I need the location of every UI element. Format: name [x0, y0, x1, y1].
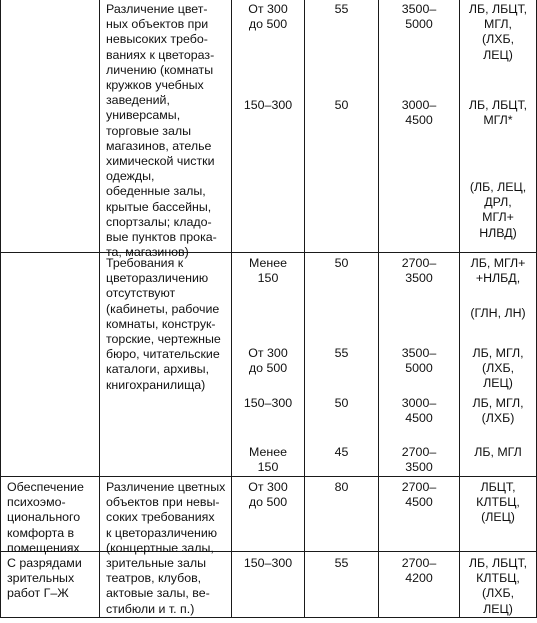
work-description: Требования к цветоразличению отсутствуют (кабинеты, рабочие комнаты, конструк- торские, чертежные бюро, читательские каталоги, архивы, книгохранилища) [106, 256, 221, 392]
column-divider [0, 0, 1, 618]
row-divider [0, 476, 537, 477]
column-divider [99, 0, 100, 618]
column-divider [304, 0, 305, 618]
color-temperature-cell: 3000– 4500 [401, 98, 437, 128]
row-divider [0, 617, 537, 618]
illuminance-cell: От 300 до 500 [248, 346, 288, 376]
lamp-types-cell: ЛБ, МГЛ, (ЛХБ, ЛЕЦ) [472, 346, 524, 391]
lamp-types-cell: ЛБ, ЛБЦТ, МГЛ* [468, 98, 528, 128]
color-rendering-index-cell: 55 [334, 2, 349, 16]
column-divider [231, 0, 232, 618]
column-divider [378, 0, 379, 618]
lamp-types-cell: ЛБЦТ, КЛТБЦ, (ЛЕЦ) [476, 480, 520, 525]
color-rendering-index-cell: 55 [334, 346, 349, 360]
work-description: Различение цвет- ных объектов при невысоких требо- ваниях к цветораз- личению (комнаты кружков учебных заведений, универсамы, торговые залы магазинов, ателье химической чистки одежды, обеденные залы, крытые бассейны, спортзалы; кладо- вые пунктов прока- та, магазинов) [106, 2, 217, 260]
color-temperature-cell: 2700– 3500 [401, 256, 437, 286]
illuminance-cell: От 300 до 500 [248, 480, 288, 510]
row-divider [0, 252, 537, 253]
lamp-types-cell: (ГЛН, ЛН) [470, 306, 526, 320]
illuminance-cell: 150–300 [243, 396, 293, 410]
illuminance-cell: 150–300 [243, 556, 293, 570]
color-rendering-index-cell: 50 [334, 256, 349, 270]
color-rendering-index-cell: 50 [334, 98, 349, 112]
color-temperature-cell: 3000– 4500 [401, 396, 437, 426]
color-temperature-cell: 2700– 4500 [401, 480, 437, 510]
lamp-types-cell: ЛБ, ЛБЦТ, МГЛ, (ЛХБ, ЛЕЦ) [468, 2, 528, 62]
lamp-types-cell: ЛБ, МГЛ+ +НЛБД, [470, 256, 526, 286]
color-rendering-index-cell: 80 [334, 480, 349, 494]
work-description: зрительные залы театров, клубов, актовые залы, ве- стибюли и т. п.) [106, 556, 210, 616]
purpose-cell: С разрядами зрительных работ Г–Ж [7, 556, 82, 601]
purpose-cell: Обеспечение психоэмо- ционального комфорта в помещениях [7, 480, 84, 555]
illuminance-cell: Менее 150 [249, 256, 287, 286]
illuminance-cell: От 300 до 500 [248, 2, 288, 32]
color-temperature-cell: 3500– 5000 [401, 346, 437, 376]
color-temperature-cell: 2700– 4200 [401, 556, 437, 586]
illuminance-cell: 150–300 [243, 98, 293, 112]
color-rendering-index-cell: 55 [334, 556, 349, 570]
color-rendering-index-cell: 45 [334, 445, 349, 459]
lamp-types-cell: (ЛБ, ЛЕЦ, ДРЛ, МГЛ+ НЛВД) [469, 180, 527, 240]
illuminance-cell: Менее 150 [249, 445, 287, 475]
color-temperature-cell: 3500– 5000 [401, 2, 437, 32]
lamp-types-cell: ЛБ, МГЛ [474, 445, 522, 459]
color-rendering-index-cell: 50 [334, 396, 349, 410]
lamp-types-cell: ЛБ, МГЛ, (ЛХБ) [472, 396, 524, 426]
work-description: Различение цветных объектов при невы- соких требованиях к цветоразличению (концертные залы, [106, 480, 226, 555]
lamp-types-cell: ЛБ, ЛБЦТ, КЛТБЦ, (ЛХБ, ЛЕЦ) [468, 556, 528, 616]
color-temperature-cell: 2700– 3500 [401, 445, 437, 475]
